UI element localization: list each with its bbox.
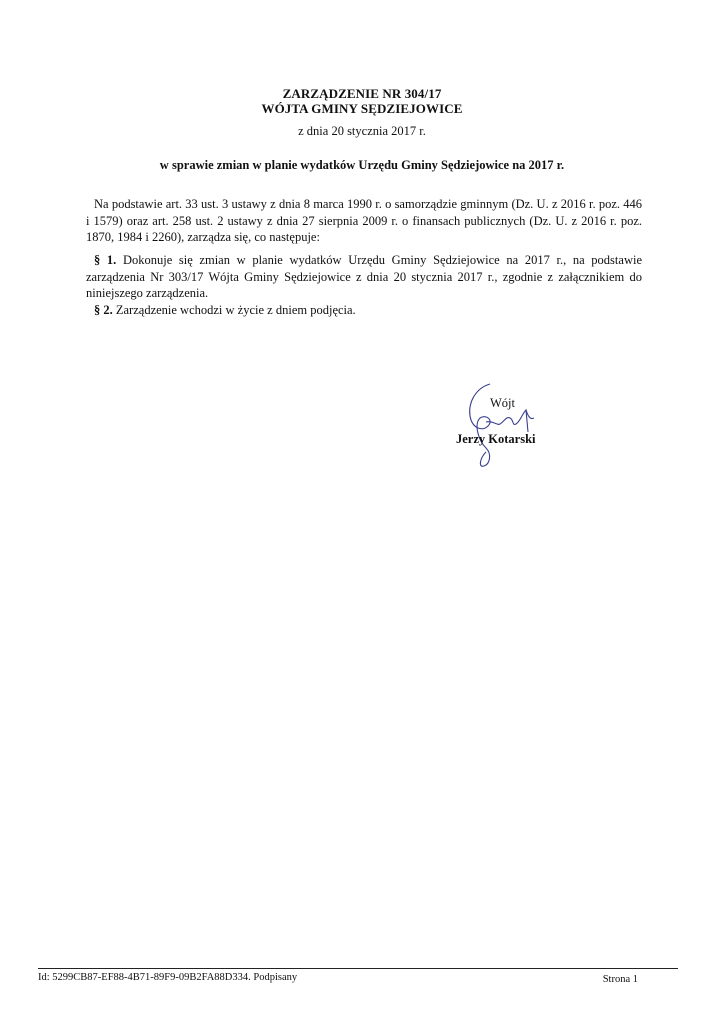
paragraph-1-text: Dokonuje się zmian w planie wydatków Urzędu Gminy Sędziejowice na 2017 r., na podstawie zarządzenia Nr 303/17 Wójta Gminy Sędziejowice z dnia 20 stycznia 2017 r., zgodnie z załącznikiem do niniejszego zarządzenia. bbox=[86, 253, 642, 300]
issuer-title: WÓJTA GMINY SĘDZIEJOWICE bbox=[261, 101, 463, 116]
paragraph-1 bbox=[86, 252, 642, 302]
paragraph-2-text: Zarządzenie wchodzi w życie z dniem podjęcia. bbox=[115, 303, 356, 317]
page-number: Strona 1 bbox=[602, 974, 638, 985]
document-subject: w sprawie zmian w planie wydatków Urzędu Gminy Sędziejowice na 2017 r. bbox=[159, 158, 565, 172]
paragraph-1-mark: § 1. bbox=[94, 253, 117, 267]
document-title: ZARZĄDZENIE NR 304/17 bbox=[282, 86, 442, 101]
document-id: Id: 5299CB87-EF88-4B71-89F9-09B2FA88D334. Podpisany bbox=[38, 972, 298, 983]
legal-basis-paragraph bbox=[86, 196, 642, 246]
document-date: z dnia 20 stycznia 2017 r. bbox=[298, 124, 426, 138]
signatory-role: Wójt bbox=[490, 396, 515, 410]
paragraph-2 bbox=[86, 302, 642, 319]
paragraph-2-mark: § 2. bbox=[94, 303, 113, 317]
handwritten-signature bbox=[456, 380, 596, 470]
footer-divider bbox=[38, 968, 678, 969]
signatory-name: Jerzy Kotarski bbox=[456, 432, 536, 446]
signature-block bbox=[456, 380, 596, 470]
legal-basis-text: Na podstawie art. 33 ust. 3 ustawy z dnia 8 marca 1990 r. o samorządzie gminnym (Dz. U. z 2016 r. poz. 446 i 1579) oraz art. 258 ust. 2 ustawy z dnia 27 sierpnia 2009 r. o finansach publicznych (Dz. U. z 2016 r. poz. 1870, 1984 i 2260), zarządza się, co następuje: bbox=[86, 197, 642, 244]
